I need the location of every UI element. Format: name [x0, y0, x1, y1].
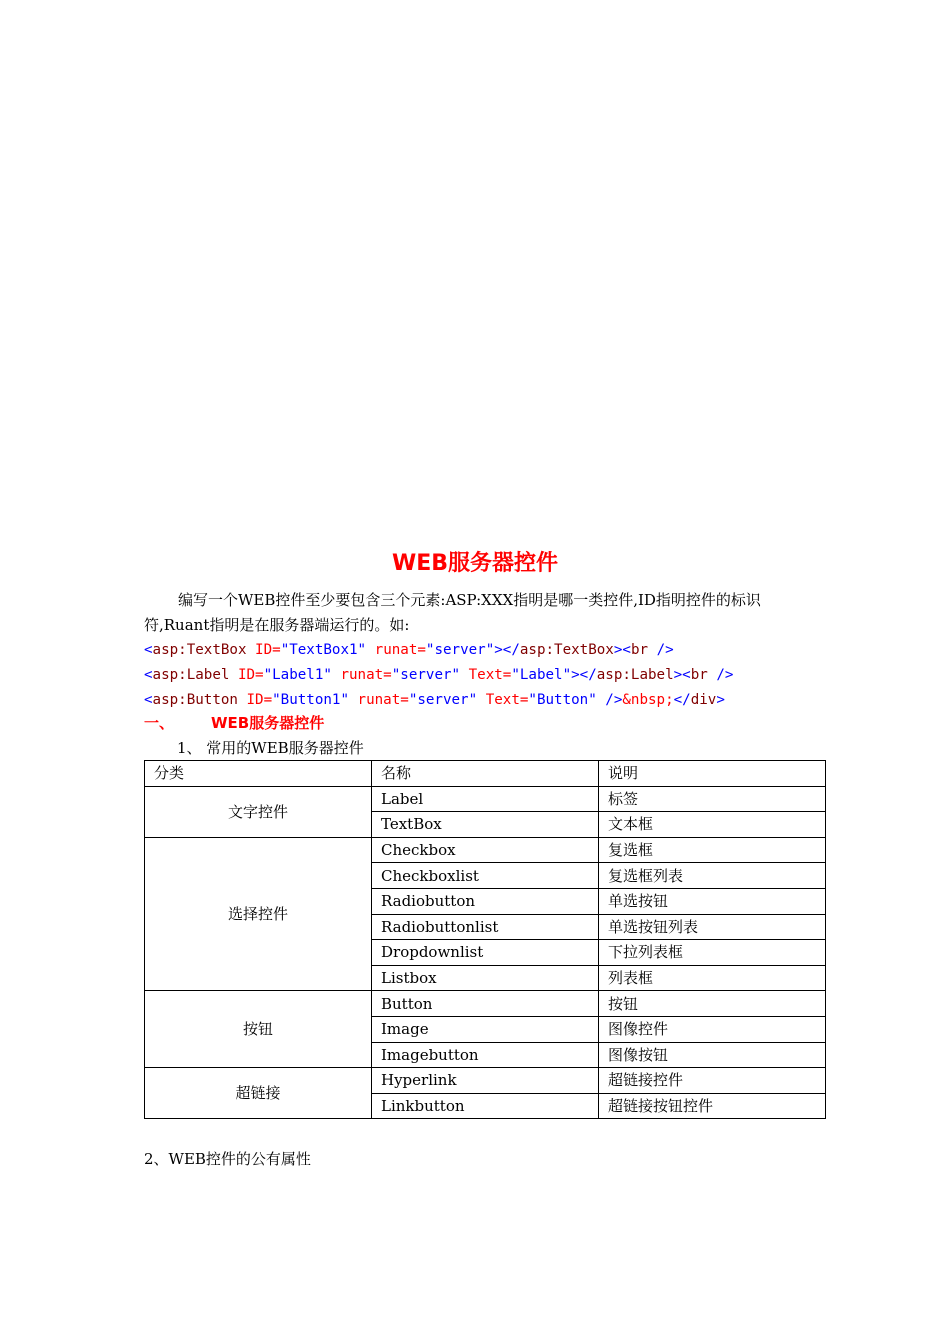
- code-token: ></: [571, 667, 597, 683]
- code-token: </: [673, 692, 691, 708]
- code-line-button: [144, 688, 725, 713]
- category-cell: 超链接: [145, 1068, 372, 1119]
- category-cell: 选择控件: [145, 837, 372, 991]
- control-name-cell: Checkboxlist: [372, 863, 599, 889]
- control-name-cell: Hyperlink: [372, 1068, 599, 1094]
- control-description-cell: 图像控件: [599, 1016, 826, 1042]
- code-tag-name: asp:TextBox: [519, 642, 614, 658]
- controls-table: [144, 760, 826, 1119]
- code-attr-value: "Button1": [272, 692, 350, 708]
- code-tag-name: asp:TextBox: [152, 642, 247, 658]
- code-tag-name: br: [630, 642, 649, 658]
- code-attr: ID=: [237, 692, 273, 708]
- code-attr: runat=: [331, 667, 392, 683]
- code-attr: runat=: [349, 692, 409, 708]
- table-row: [145, 837, 826, 863]
- code-attr-value: "TextBox1": [280, 642, 367, 658]
- control-description-cell: 超链接按钮控件: [599, 1093, 826, 1119]
- code-attr-value: "Label1": [263, 667, 332, 683]
- category-cell: 文字控件: [145, 786, 372, 837]
- control-name-cell: Imagebutton: [372, 1042, 599, 1068]
- table-header-row: [145, 761, 826, 787]
- code-attr: ID=: [229, 667, 264, 683]
- code-attr-value: "server": [391, 667, 461, 683]
- code-token: <: [144, 642, 153, 658]
- code-token: ><: [673, 667, 691, 683]
- table-row: [145, 1068, 826, 1094]
- control-description-cell: 图像按钮: [599, 1042, 826, 1068]
- code-tag-name: asp:Label: [152, 667, 230, 683]
- control-description-cell: 复选框列表: [599, 863, 826, 889]
- section-number: 一、: [144, 714, 175, 732]
- code-attr: ID=: [246, 642, 281, 658]
- control-description-cell: 标签: [599, 786, 826, 812]
- control-name-cell: TextBox: [372, 812, 599, 838]
- code-token: />: [707, 667, 734, 683]
- code-tag-name: br: [690, 667, 708, 683]
- subsection-heading-1: 1、 常用的WEB服务器控件: [177, 739, 364, 757]
- control-name-cell: Radiobuttonlist: [372, 914, 599, 940]
- control-name-cell: Linkbutton: [372, 1093, 599, 1119]
- control-description-cell: 列表框: [599, 965, 826, 991]
- control-name-cell: Button: [372, 991, 599, 1017]
- table-row: [145, 786, 826, 812]
- control-description-cell: 文本框: [599, 812, 826, 838]
- code-token: />: [596, 692, 623, 708]
- code-attr: runat=: [366, 642, 426, 658]
- control-name-cell: Dropdownlist: [372, 940, 599, 966]
- control-name-cell: Label: [372, 786, 599, 812]
- control-name-cell: Listbox: [372, 965, 599, 991]
- code-attr-value: "Label": [511, 667, 572, 683]
- control-description-cell: 下拉列表框: [599, 940, 826, 966]
- table-header-cell: 分类: [145, 761, 372, 787]
- code-line-textbox: [144, 638, 674, 663]
- table-header-cell: 名称: [372, 761, 599, 787]
- control-description-cell: 超链接控件: [599, 1068, 826, 1094]
- table-row: [145, 991, 826, 1017]
- section-title: WEB服务器控件: [211, 714, 325, 732]
- category-cell: 按钮: [145, 991, 372, 1068]
- control-description-cell: 按钮: [599, 991, 826, 1017]
- code-attr: Text=: [460, 667, 512, 683]
- controls-table-body: [145, 761, 826, 1119]
- code-attr-value: "server": [408, 692, 478, 708]
- control-description-cell: 单选按钮: [599, 888, 826, 914]
- control-name-cell: Image: [372, 1016, 599, 1042]
- code-token: >: [716, 692, 725, 708]
- control-name-cell: Radiobutton: [372, 888, 599, 914]
- control-description-cell: 复选框: [599, 837, 826, 863]
- intro-paragraph: 编写一个WEB控件至少要包含三个元素:ASP:XXX指明是哪一类控件,ID指明控件的标识符,Ruant指明是在服务器端运行的。如:: [144, 591, 761, 634]
- code-attr: Text=: [477, 692, 529, 708]
- code-line-label: [144, 663, 733, 688]
- code-tag-name: div: [690, 692, 717, 708]
- table-header-cell: 说明: [599, 761, 826, 787]
- section-heading: [144, 712, 324, 733]
- control-name-cell: Checkbox: [372, 837, 599, 863]
- document-title: WEB服务器控件: [391, 551, 559, 576]
- code-token: <: [144, 692, 153, 708]
- subsection-heading-2: 2、WEB控件的公有属性: [144, 1150, 311, 1168]
- code-entity: &nbsp;: [622, 692, 674, 708]
- code-token: ></: [494, 642, 520, 658]
- code-tag-name: asp:Button: [152, 692, 238, 708]
- code-tag-name: asp:Label: [596, 667, 674, 683]
- control-description-cell: 单选按钮列表: [599, 914, 826, 940]
- code-token: />: [648, 642, 674, 658]
- code-token: <: [144, 667, 153, 683]
- code-attr-value: "Button": [528, 692, 597, 708]
- code-token: ><: [613, 642, 631, 658]
- code-attr-value: "server": [425, 642, 495, 658]
